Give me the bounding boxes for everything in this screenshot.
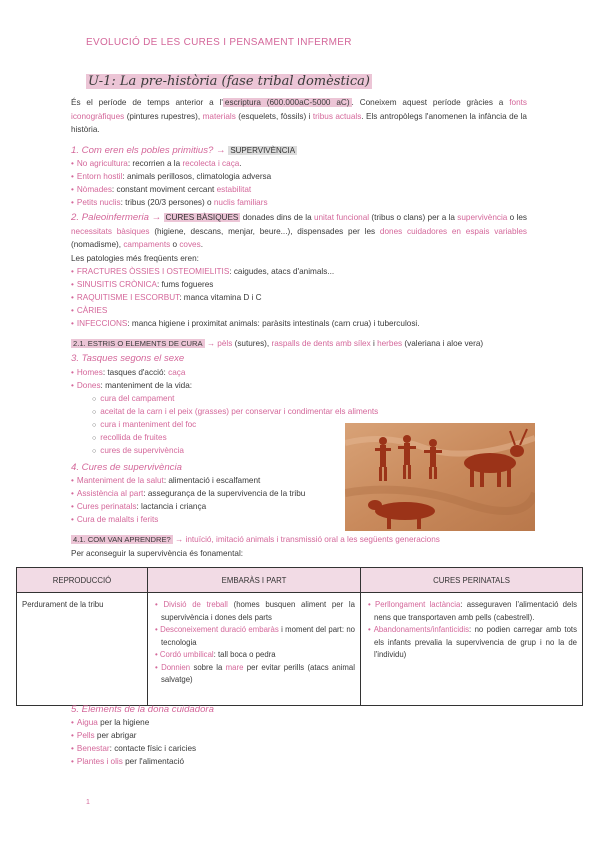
list-item: • Plantes i olis per l'alimentació [71,757,184,766]
section-2-1: 2.1. ESTRIS O ELEMENTS DE CURA → pèls (sutures), raspalls de dents amb sílex i herbes (valeriana i aloe vera) [73,339,484,348]
section-5-title: 5. Elements de la dona cuidadora [71,704,214,715]
sub-list-item: ○ cura del campament [92,394,174,403]
section-1-title: 1. Com eren els pobles primitius? → SUPERVIVÈNCIA [71,145,296,156]
section-3-title: 3. Tasques segons el sexe [71,353,185,364]
intro-paragraph: És el període de temps anterior a l' escriptura (600.000aC-5000 aC) . Coneixem aquest període gràcies a fonts iconogràfiques (pintures rupestres), materials (esquelets, fòssils) i tribus actuals. Els antropòlegs l'anomenen la infància de la història. [71,98,527,134]
document-header: EVOLUCIÓ DE LES CURES I PENSAMENT INFERMER [86,37,352,48]
care-table [16,567,583,706]
list-item: • Pells per abrigar [71,731,137,740]
patologies-intro: Les patologies més freqüents eren: [71,254,199,263]
list-item: • Nòmades: constant moviment cercant estabilitat [71,185,251,194]
list-item: • Entorn hostil: animals perillosos, climatologia adversa [71,172,271,181]
list-item: • No agricultura: recorrien a la recolecta i caça. [71,159,242,168]
table-row [17,593,583,706]
table-header: CURES PERINATALS [361,568,583,593]
list-item: • Manteniment de la salut: alimentació i escalfament [71,476,260,485]
list-item: • Petits nuclis: tribus (20/3 persones) o nuclis familiars [71,198,268,207]
sub-list-item: ○ cures de supervivència [92,446,184,455]
sub-list-item: ○ aceitat de la carn i el peix (grasses) per conservar i condimentar els aliments [92,407,378,416]
list-item: • Cures perinatals: lactancia i criança [71,502,206,511]
list-item: • CÀRIES [71,306,107,315]
section-4-1: 4.1. COM VAN APRENDRE? → intuïció, imitació animals i transmissió oral a les següents generacions [73,535,440,544]
list-item: • Aigua per la higiene [71,718,149,727]
section-2-paragraph: 2. Paleoinfermeria → CURES BÀSIQUES donades dins de la unitat funcional (tribus o clans) per a la supervivència o les necessitats bàsiques (higiene, descans, menjar, beure...), dispensades per les dones cuidadores en espais variables (nomadisme), campaments o coves. [71,212,528,249]
section-4-title: 4. Cures de supervivència [71,462,182,473]
list-item: • Homes: tasques d'acció: caça [71,368,185,377]
cave-painting-image [345,423,535,531]
list-item: • INFECCIONS: manca higiene i proximitat animals: paràsits intestinals (carn crua) i tuberculosi. [71,319,420,328]
sub-list-item: ○ cura i manteniment del foc [92,420,196,429]
sub-list-item: ○ recollida de fruites [92,433,167,442]
list-item: • Dones: manteniment de la vida: [71,381,192,390]
unit-title: U-1: La pre-història (fase tribal domèstica) [88,74,370,89]
page-number: 1 [86,799,90,806]
list-item: • SINUSITIS CRÒNICA: fums fogueres [71,280,213,289]
list-item: • Cura de malalts i ferits [71,515,158,524]
list-item: • RAQUITISME I ESCORBUT: manca vitamina D i C [71,293,262,302]
table-cell: • Divisió de treball (homes busquen aliment per la supervivència i dones dels parts • Desconeixement duració embaràs i moment del part: no tecnologia • Cordó umbilical: tall boca o pedra • Donnien sobre la mare per evitar perills (atacs animal salvatge) [148,593,361,706]
table-header: EMBARÀS I PART [148,568,361,593]
table-header: REPRODUCCIÓ [17,568,148,593]
table-cell: • Perllongament lactància: asseguraven l'alimentació dels nens que transportaven amb pells (cabestrell). • Abandonaments/infanticidis: no podien carregar amb tots els infants prevalia la supervivencia de grup i no la de l'individu) [361,593,583,706]
list-item: • FRACTURES ÒSSIES I OSTEOMIELITIS: caigudes, atacs d'animals... [71,267,334,276]
table-cell: Perdurament de la tribu [17,593,148,706]
section-4-1-sub: Per aconseguir la supervivència és fonamental: [71,549,244,558]
list-item: • Assistència al part: assegurança de la supervivencia de la tribu [71,489,305,498]
list-item: • Benestar: contacte físic i caricies [71,744,196,753]
